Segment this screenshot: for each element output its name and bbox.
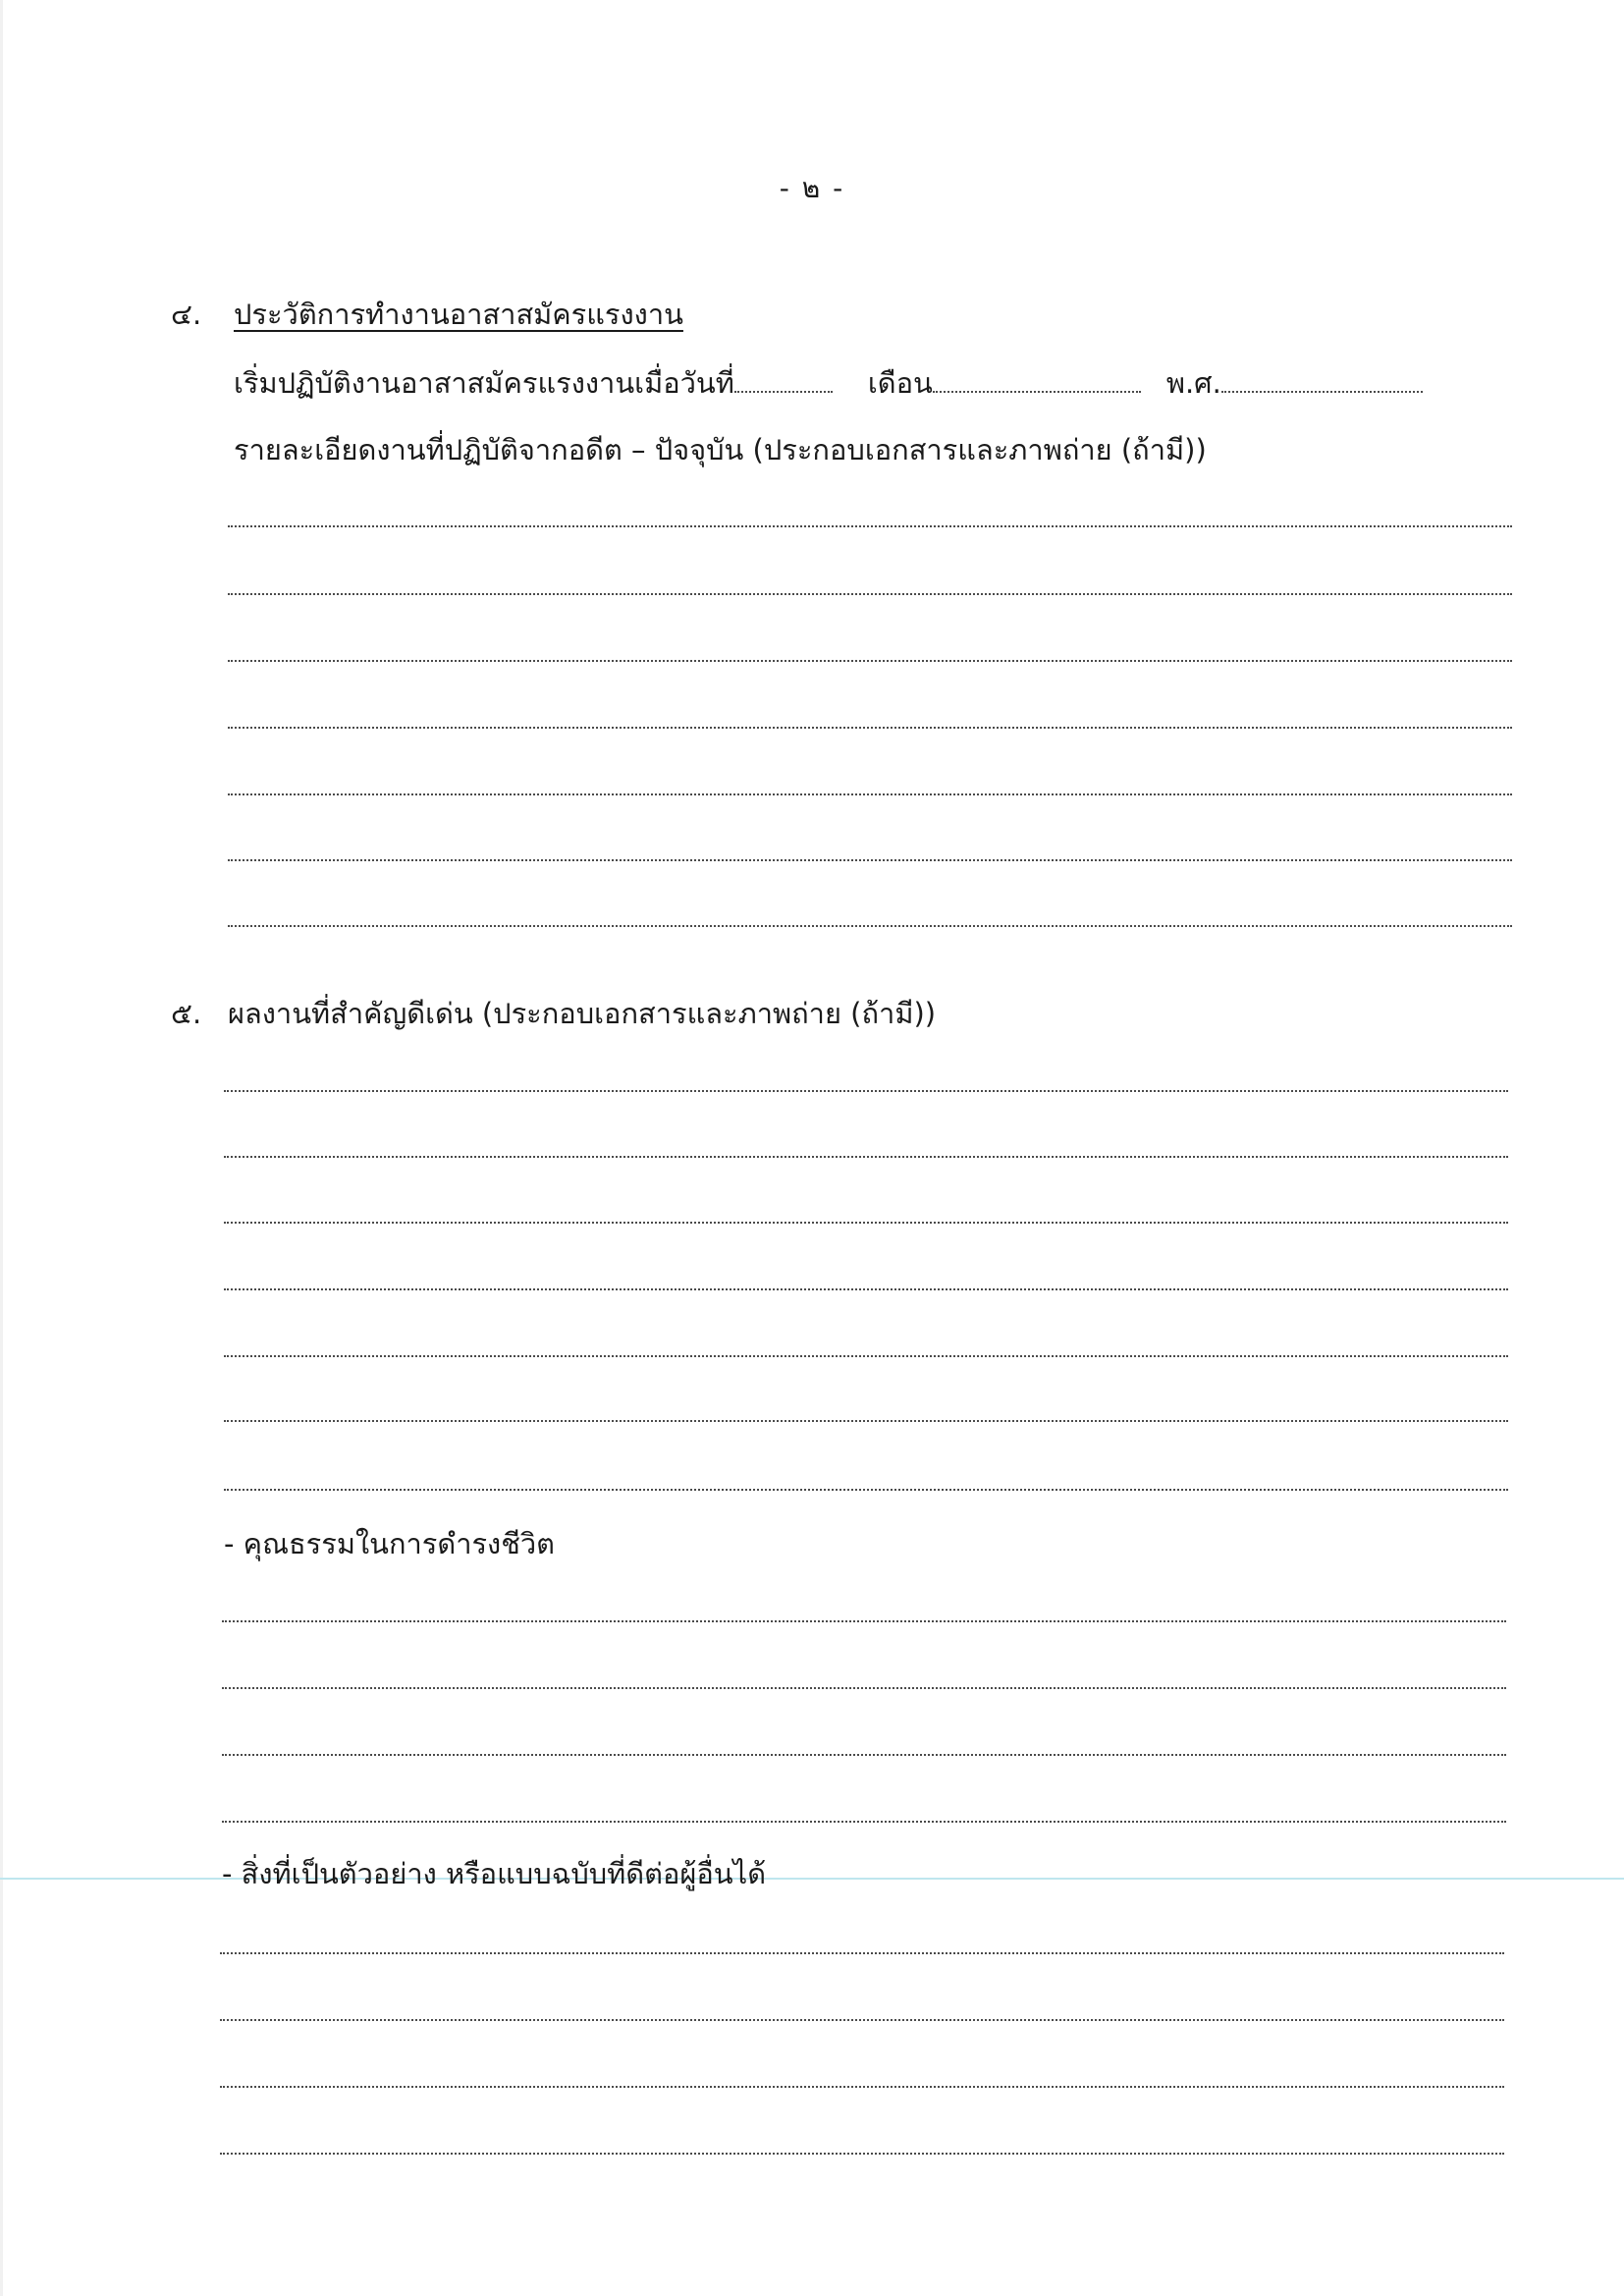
details-line-2[interactable] [228, 593, 1512, 595]
month-label: เดือน [867, 366, 933, 400]
achievement-line-7[interactable] [224, 1489, 1508, 1491]
details-line-4[interactable] [228, 727, 1512, 729]
achievement-line-3[interactable] [224, 1222, 1508, 1224]
achievement-line-1[interactable] [224, 1090, 1508, 1092]
example-line-2[interactable] [220, 2019, 1504, 2021]
details-line-5[interactable] [228, 793, 1512, 795]
year-field[interactable] [1221, 365, 1423, 393]
details-line-1[interactable] [228, 525, 1512, 527]
day-field[interactable] [734, 365, 833, 393]
example-line-3[interactable] [220, 2086, 1504, 2088]
virtue-line-2[interactable] [222, 1687, 1506, 1689]
details-line-6[interactable] [228, 859, 1512, 861]
page-number: - ๒ - [779, 172, 845, 204]
section4-number: ๔. [171, 298, 202, 331]
virtue-line-1[interactable] [222, 1620, 1506, 1622]
details-line-7[interactable] [228, 925, 1512, 927]
virtue-line-4[interactable] [222, 1821, 1506, 1823]
achievement-line-2[interactable] [224, 1156, 1508, 1158]
month-field[interactable] [933, 365, 1141, 393]
start-date-row [234, 365, 1423, 401]
virtue-label: - คุณธรรมในการดำรงชีวิต [224, 1527, 556, 1560]
achievement-line-5[interactable] [224, 1355, 1508, 1357]
scan-edge-shadow [0, 0, 3, 2296]
example-line-1[interactable] [220, 1952, 1504, 1954]
section5-number: ๕. [171, 997, 202, 1030]
section4-details-label: รายละเอียดงานที่ปฏิบัติจากอดีต – ปัจจุบัน (ประกอบเอกสารและภาพถ่าย (ถ้ามี)) [234, 433, 1207, 466]
start-date-label: เริ่มปฏิบัติงานอาสาสมัครแรงงานเมื่อวันที่ [234, 366, 734, 400]
example-line-4[interactable] [220, 2153, 1504, 2155]
achievement-line-4[interactable] [224, 1288, 1508, 1290]
example-label: - สิ่งที่เป็นตัวอย่าง หรือแบบฉบับที่ดีต่อผู้อื่นได้ [222, 1857, 767, 1890]
year-label: พ.ศ. [1165, 366, 1221, 400]
virtue-line-3[interactable] [222, 1754, 1506, 1756]
section5-heading: ผลงานที่สำคัญดีเด่น (ประกอบเอกสารและภาพถ่าย (ถ้ามี)) [228, 997, 937, 1030]
achievement-line-6[interactable] [224, 1420, 1508, 1422]
details-line-3[interactable] [228, 660, 1512, 662]
section4-heading: ประวัติการทำงานอาสาสมัครแรงงาน [234, 298, 683, 331]
